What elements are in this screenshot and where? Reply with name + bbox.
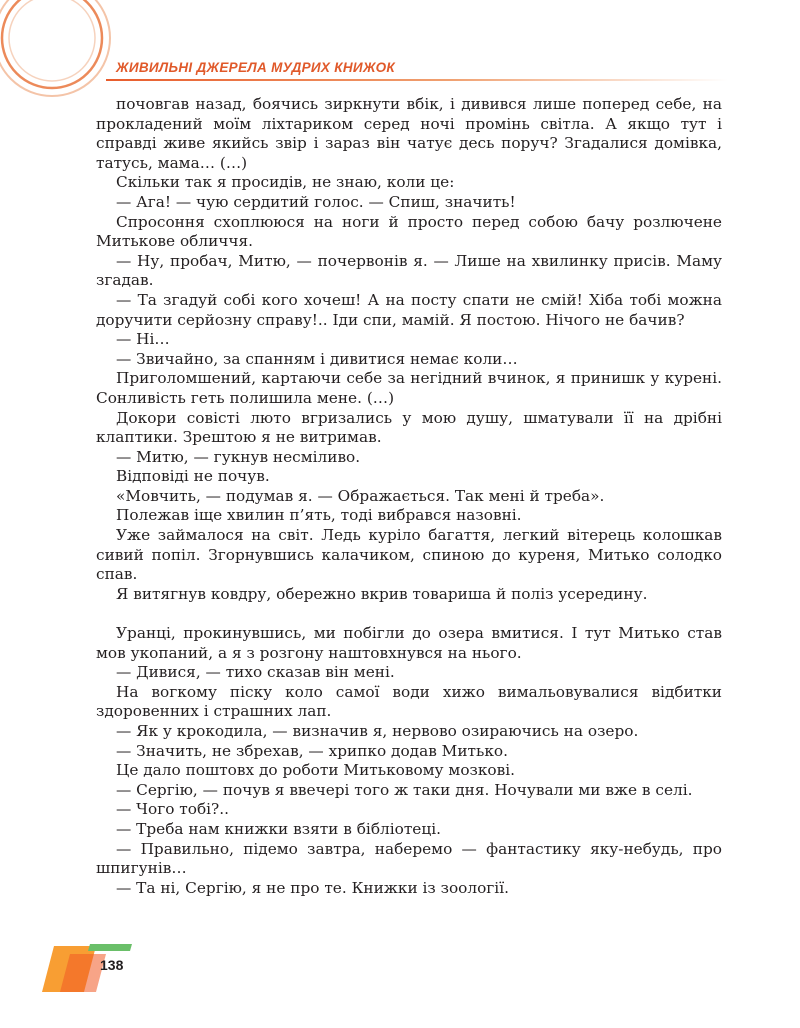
paragraph: — Сергію, — почув я ввечері того ж таки дня. Ночували ми вже в селі. bbox=[116, 780, 693, 799]
paragraph: — Треба нам книжки взяти в бібліотеці. bbox=[116, 819, 441, 838]
paragraph: Приголомшений, картаючи себе за негідний вчинок, я принишк у курені. Сонливість геть полишила мене. (…) bbox=[96, 369, 722, 407]
paragraph: — Чого тобі?.. bbox=[116, 800, 229, 819]
page-number: 138 bbox=[100, 957, 124, 973]
corner-decoration bbox=[40, 940, 140, 1000]
paragraph: Спросоння схоплююся на ноги й просто перед собою бачу розлючене Митькове обличчя. bbox=[96, 212, 722, 251]
paragraph: — Ні… bbox=[116, 330, 170, 349]
paragraph: — Та ні, Сергію, я не про те. Книжки із зоології. bbox=[116, 878, 509, 897]
paragraph: Полежав іще хвилин п’ять, тоді вибрався назовні. bbox=[116, 506, 522, 525]
paragraph: — Ага! — чую сердитий голос. — Спиш, значить! bbox=[116, 192, 516, 211]
paragraph: Уранці, прокинувшись, ми побігли до озера вмитися. І тут Митько став мов укопаний, а я з розгону наштовхнувся на нього. bbox=[96, 624, 722, 662]
body-text bbox=[96, 95, 722, 898]
paragraph: Це дало поштовх до роботи Митьковому мозкові. bbox=[116, 761, 516, 780]
paragraph: — Дивися, — тихо сказав він мені. bbox=[116, 663, 395, 682]
paragraph: — Ну, пробач, Митю, — почервонів я. — Лише на хвилинку присів. Маму згадав. bbox=[96, 251, 722, 290]
section-break bbox=[96, 604, 722, 624]
header-divider bbox=[106, 79, 728, 81]
paragraph: «Мовчить, — подумав я. — Ображається. Так мені й треба». bbox=[116, 486, 605, 505]
paragraph: На вогкому піску коло самої води хижо вимальовувалися відбитки здоровенних і страшних лап. bbox=[96, 682, 722, 721]
paragraph: — Звичайно, за спанням і дивитися немає коли… bbox=[116, 349, 518, 368]
paragraph: — Митю, — гукнув несміливо. bbox=[116, 447, 361, 466]
paragraph: почовгав назад, боячись зиркнути вбік, і дивився лише поперед себе, на прокладений моїм ліхтариком серед ночі промінь світла. А якщо тут і справді живе якийсь звір і зараз він чатує десь поруч? Згадалися домівка, татусь, мама… (…) bbox=[96, 95, 722, 172]
paragraph: — Значить, не збрехав, — хрипко додав Митько. bbox=[116, 741, 508, 760]
paragraph: Я витягнув ковдру, обережно вкрив товариша й поліз усередину. bbox=[116, 584, 648, 603]
paragraph: — Правильно, підемо завтра, наберемо — фантастику яку-небудь, про шпигунів… bbox=[96, 839, 722, 878]
paragraph: — Та згадуй собі кого хочеш! А на посту спати не смій! Хіба тобі можна доручити серйозну справу!.. Іди спи, мамій. Я постою. Нічого не бачив? bbox=[96, 290, 722, 329]
paragraph: Докори совісті люто вгризались у мою душу, шматували її на дрібні клаптики. Зрештою я не витримав. bbox=[96, 408, 722, 447]
paragraph: Уже займалося на світ. Ледь куріло багаття, легкий вітерець колошкав сивий попіл. Згорнувшись калачиком, спиною до куреня, Митько солодко спав. bbox=[96, 526, 722, 584]
paragraph: Скільки так я просидів, не знаю, коли це: bbox=[116, 173, 455, 192]
paragraph: — Як у крокодила, — визначив я, нервово озираючись на озеро. bbox=[116, 722, 639, 740]
paragraph: Відповіді не почув. bbox=[116, 467, 270, 486]
section-title: ЖИВИЛЬНІ ДЖЕРЕЛА МУДРИХ КНИЖОК bbox=[116, 60, 395, 75]
